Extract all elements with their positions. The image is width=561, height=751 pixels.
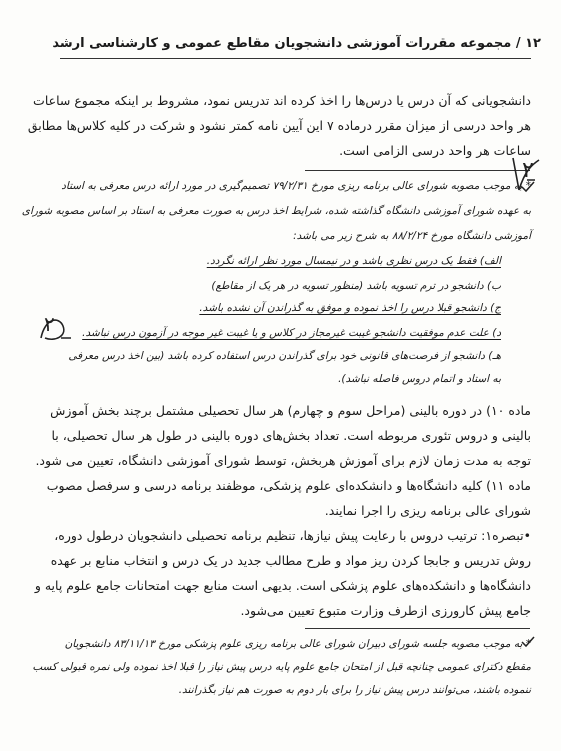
intro-line: ساعات هر واحد درسی الزامی است. xyxy=(339,143,531,158)
article-10-line: بالینی و دروس تئوری مربوطه است. تعداد بخش‌های دوره بالینی در طول هر سال تحصیلی، با xyxy=(51,428,531,443)
footnote-2-line: * به موجب مصوبه جلسه شورای دبیران شورای عالی برنامه ریزی علوم پزشکی مورخ ۸۳/۱۱/۱۳ دانشجویان xyxy=(64,638,531,650)
condition-jim: ج) دانشجو قبلا درس را اخذ نموده و موفق به گذراندن آن نشده باشد. xyxy=(199,302,501,314)
condition-he-cont: به استاد و اتمام دروس فاصله نباشد). xyxy=(338,373,501,385)
note-1-line: جامع پیش کارورزی ازطرف وزارت متبوع تعیین می‌شود. xyxy=(240,603,531,618)
note-1-line: دانشگاه‌ها و دانشکده‌های علوم پزشکی است. بدیهی است منابع جهت امتحانات جامع علوم پایه و xyxy=(34,578,531,593)
condition-be: ب) دانشجو در ترم تسویه باشد (منظور تسویه در هر یک از مقاطع) xyxy=(211,280,501,292)
article-10-line: توجه به مدت زمان لازم برای آموزش هربخش، توسط شورای آموزشی دانشگاه، تعیین می شود. xyxy=(35,453,531,468)
footnote-divider xyxy=(305,170,530,171)
footnote-2-line: مقطع دکترای عمومی چنانچه قبل از امتحان جامع علوم پایه درس پیش نیاز را قبلا اخذ نموده ولی نمره قبولی کسب xyxy=(32,661,531,673)
footnote-divider xyxy=(305,628,530,629)
handwritten-mark-b: ۲ xyxy=(44,312,55,336)
page-header: ۱۲ / مجموعه مقررات آموزشی دانشجویان مقاطع عمومی و کارشناسی ارشد xyxy=(52,36,541,51)
check-mark-icon xyxy=(520,180,536,194)
article-10-line: ماده ۱۰) در دوره بالینی (مراحل سوم و چهارم) هر سال تحصیلی مشتمل برچند بخش آموزش xyxy=(50,403,531,418)
condition-alef: الف) فقط یک درس نظری باشد و در نیمسال مورد نظر ارائه نگردد. xyxy=(206,255,501,267)
footnote-line: آموزشی دانشگاه مورخ ۸۸/۲/۲۴ به شرح زیر می باشد: xyxy=(293,230,531,242)
intro-line: دانشجویانی که آن درس یا درس‌ها را اخذ کرده اند تدریس نمود، مشروط بر اینکه مجموع ساعات xyxy=(33,93,531,108)
handwritten-mark-a: ۲ xyxy=(522,158,534,183)
footnote-line: * به موجب مصوبه شورای عالی برنامه ریزی مورخ ۷۹/۲/۳۱ تصمیم‌گیری در مورد ارائه درس معرفی به استاد xyxy=(61,180,531,192)
note-1-line: •تبصره۱: ترتیب دروس با رعایت پیش نیازها، تنظیم برنامه تحصیلی دانشجویان درطول دوره، xyxy=(54,528,531,543)
article-11-line: ماده ۱۱) کلیه دانشگاه‌ها و دانشکده‌ای علوم پزشکی، موظفند برنامه درسی و سرفصل مصوب xyxy=(46,478,531,493)
check-mark-icon xyxy=(520,635,536,649)
intro-line: هر واحد درسی از میزان مقرر درماده ۷ این آیین نامه کمتر نشود و شرکت در کلیه کلاس‌ها مطابق xyxy=(27,118,531,133)
note-1-line: روش تدریس و جابجا کردن ریز مواد و طرح مطالب جدید در یک درس و انتخاب منابع بر عهده xyxy=(50,553,531,568)
footnote-line: به عهده شورای آموزشی دانشگاه گذاشته شده، شرایط اخذ درس به صورت معرفی به استاد بر اساس مصوبه شورای xyxy=(21,205,531,217)
condition-dal: د) علت عدم موفقیت دانشجو غیبت غیرمجاز در کلاس و یا غیبت غیر موجه در آزمون درس نباشد. xyxy=(82,327,501,339)
condition-he: هـ) دانشجو از فرصت‌های قانونی خود برای گذراندن درس استفاده کرده باشد (بین اخذ درس معرفی xyxy=(68,350,501,362)
footnote-2-line: ننموده باشند، می‌توانند درس پیش نیاز را برای بار دوم به صورت هم نیاز بگذرانند. xyxy=(178,684,531,696)
handwritten-mark-b-icon xyxy=(35,308,75,348)
article-11-line: شورای عالی برنامه ریزی را اجرا نمایند. xyxy=(324,503,531,518)
header-divider xyxy=(60,58,531,59)
